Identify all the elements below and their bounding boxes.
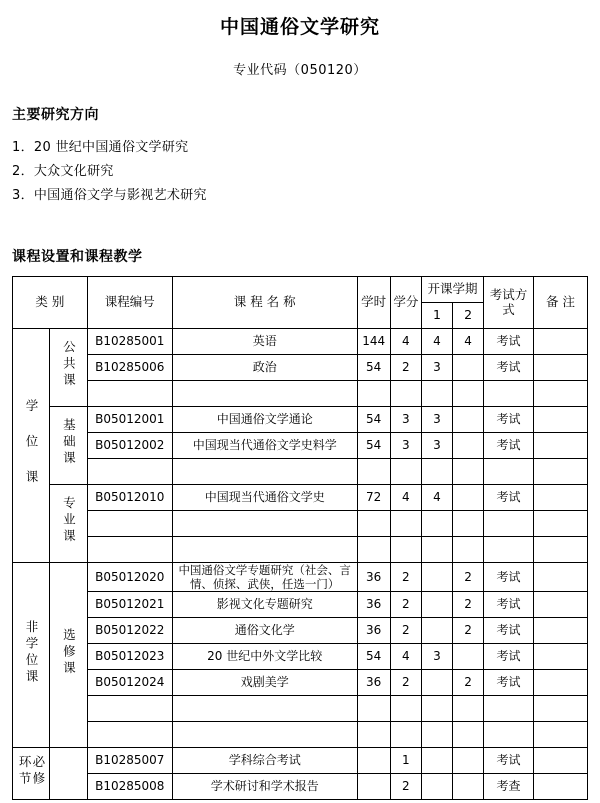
- cell-credits: 2: [390, 354, 421, 380]
- subgroup-label-text: 选修课: [61, 628, 77, 678]
- cell-term-1: [421, 458, 452, 484]
- cell-exam: [484, 536, 534, 562]
- cell-course-code: B05012024: [87, 670, 172, 696]
- cell-note: [533, 432, 587, 458]
- subgroup-label: [50, 328, 87, 406]
- cell-hours: [357, 774, 390, 800]
- cell-exam: 考试: [484, 328, 534, 354]
- cell-course-name: 学科综合考试: [172, 748, 357, 774]
- cell-term-2: [453, 432, 484, 458]
- cell-hours: 36: [357, 562, 390, 592]
- cell-course-name: [172, 536, 357, 562]
- cell-course-name: 英语: [172, 328, 357, 354]
- cell-course-code: B05012021: [87, 592, 172, 618]
- cell-term-1: 3: [421, 644, 452, 670]
- cell-credits: 2: [390, 562, 421, 592]
- cell-credits: [390, 458, 421, 484]
- cell-term-1: [421, 592, 452, 618]
- table-header-row: [13, 276, 588, 302]
- cell-exam: [484, 696, 534, 722]
- cell-hours: [357, 536, 390, 562]
- cell-exam: [484, 510, 534, 536]
- cell-term-2: [453, 774, 484, 800]
- table-row: [13, 328, 588, 354]
- cell-course-name: [172, 696, 357, 722]
- cell-hours: [357, 458, 390, 484]
- table-row: [13, 644, 588, 670]
- table-row: [13, 696, 588, 722]
- cell-hours: 72: [357, 484, 390, 510]
- cell-term-2: [453, 696, 484, 722]
- header-term-group: 开课学期: [421, 276, 483, 302]
- cell-hours: 36: [357, 618, 390, 644]
- subgroup-label: [50, 562, 87, 748]
- cell-exam: 考试: [484, 484, 534, 510]
- cell-exam: 考查: [484, 774, 534, 800]
- cell-course-name: 20 世纪中外文学比较: [172, 644, 357, 670]
- cell-note: [533, 696, 587, 722]
- list-item: 1．20 世纪中国通俗文学研究: [12, 139, 189, 155]
- cell-credits: 1: [390, 748, 421, 774]
- cell-note: [533, 748, 587, 774]
- cell-credits: 2: [390, 618, 421, 644]
- cell-exam: 考试: [484, 670, 534, 696]
- cell-credits: 4: [390, 484, 421, 510]
- cell-note: [533, 354, 587, 380]
- table-row: [13, 406, 588, 432]
- header-hours-text: 学时: [361, 294, 387, 310]
- cell-credits: [390, 510, 421, 536]
- group-label-text: 学 位 课: [24, 399, 40, 487]
- cell-course-name: [172, 510, 357, 536]
- cell-term-1: [421, 510, 452, 536]
- table-row: [13, 354, 588, 380]
- cell-course-code: B05012001: [87, 406, 172, 432]
- cell-note: [533, 644, 587, 670]
- research-directions-list: [12, 136, 588, 208]
- cell-course-name: 中国通俗文学专题研究（社会、言情、侦探、武侠，任选一门）: [172, 562, 357, 592]
- major-code: 专业代码（050120）: [233, 62, 367, 78]
- cell-course-name: [172, 722, 357, 748]
- cell-exam: 考试: [484, 562, 534, 592]
- group-label-text: 非学位课: [24, 620, 40, 687]
- table-row: [13, 670, 588, 696]
- subgroup-label-text: 公共课: [61, 340, 77, 390]
- cell-term-1: 3: [421, 406, 452, 432]
- cell-term-2: [453, 484, 484, 510]
- group-label: [13, 328, 50, 562]
- cell-term-2: [453, 644, 484, 670]
- cell-credits: 2: [390, 592, 421, 618]
- cell-course-code: B10285008: [87, 774, 172, 800]
- subgroup-label-text: 基础课: [61, 418, 77, 468]
- cell-course-code: B05012023: [87, 644, 172, 670]
- header-code: 课程编号: [87, 276, 172, 328]
- cell-course-name: [172, 458, 357, 484]
- cell-hours: [357, 722, 390, 748]
- cell-credits: 2: [390, 774, 421, 800]
- table-row: [13, 510, 588, 536]
- cell-term-2: 2: [453, 670, 484, 696]
- cell-credits: [390, 380, 421, 406]
- cell-term-2: [453, 458, 484, 484]
- list-item: 3．中国通俗文学与影视艺术研究: [12, 187, 207, 203]
- group-label: [13, 748, 50, 800]
- cell-credits: 2: [390, 670, 421, 696]
- cell-hours: 54: [357, 406, 390, 432]
- cell-exam: 考试: [484, 592, 534, 618]
- cell-term-2: 2: [453, 562, 484, 592]
- cell-term-1: [421, 380, 452, 406]
- cell-course-code: [87, 510, 172, 536]
- page-title: 中国通俗文学研究: [219, 16, 380, 38]
- cell-exam: [484, 458, 534, 484]
- cell-course-code: B05012020: [87, 562, 172, 592]
- table-row: [13, 380, 588, 406]
- table-row: [13, 432, 588, 458]
- cell-note: [533, 536, 587, 562]
- cell-course-code: B05012010: [87, 484, 172, 510]
- cell-term-2: [453, 722, 484, 748]
- cell-note: [533, 670, 587, 696]
- cell-term-2: [453, 354, 484, 380]
- cell-exam: [484, 380, 534, 406]
- cell-note: [533, 618, 587, 644]
- header-note: 备 注: [533, 276, 587, 328]
- header-name: 课 程 名 称: [172, 276, 357, 328]
- cell-hours: 54: [357, 354, 390, 380]
- cell-exam: 考试: [484, 644, 534, 670]
- cell-course-name: 影视文化专题研究: [172, 592, 357, 618]
- table-row: [13, 458, 588, 484]
- list-item: 2．大众文化研究: [12, 163, 114, 179]
- cell-hours: [357, 696, 390, 722]
- cell-note: [533, 592, 587, 618]
- header-term-1: 1: [421, 302, 452, 328]
- cell-hours: [357, 380, 390, 406]
- header-exam-text: 考试方式: [489, 286, 528, 318]
- cell-note: [533, 774, 587, 800]
- cell-note: [533, 380, 587, 406]
- cell-course-code: [87, 380, 172, 406]
- subgroup-label: [50, 484, 87, 562]
- subgroup-label: [50, 748, 87, 800]
- cell-term-1: 4: [421, 328, 452, 354]
- cell-exam: 考试: [484, 354, 534, 380]
- cell-course-code: B10285007: [87, 748, 172, 774]
- cell-credits: 3: [390, 406, 421, 432]
- cell-course-code: B05012002: [87, 432, 172, 458]
- research-directions-heading: 主要研究方向: [12, 106, 99, 123]
- cell-course-name: 通俗文化学: [172, 618, 357, 644]
- cell-course-name: 中国现当代通俗文学史料学: [172, 432, 357, 458]
- header-category: 类 别: [13, 276, 88, 328]
- cell-course-code: [87, 458, 172, 484]
- table-body: [13, 328, 588, 800]
- cell-credits: [390, 722, 421, 748]
- cell-course-name: 戏剧美学: [172, 670, 357, 696]
- cell-exam: [484, 722, 534, 748]
- header-hours: [357, 276, 390, 328]
- cell-course-name: 中国通俗文学通论: [172, 406, 357, 432]
- cell-term-2: [453, 406, 484, 432]
- cell-hours: 144: [357, 328, 390, 354]
- header-exam: [484, 276, 534, 328]
- cell-term-2: [453, 380, 484, 406]
- curriculum-table: [12, 276, 588, 801]
- cell-hours: 54: [357, 644, 390, 670]
- table-row: [13, 536, 588, 562]
- table-row: [13, 484, 588, 510]
- cell-course-code: B05012022: [87, 618, 172, 644]
- header-term-2: 2: [453, 302, 484, 328]
- cell-term-2: [453, 748, 484, 774]
- cell-term-1: [421, 618, 452, 644]
- cell-hours: [357, 748, 390, 774]
- cell-course-name: 中国现当代通俗文学史: [172, 484, 357, 510]
- cell-note: [533, 458, 587, 484]
- cell-term-1: [421, 774, 452, 800]
- cell-course-code: B10285001: [87, 328, 172, 354]
- cell-note: [533, 510, 587, 536]
- cell-term-1: 3: [421, 354, 452, 380]
- cell-course-code: [87, 722, 172, 748]
- table-row: [13, 774, 588, 800]
- cell-hours: 54: [357, 432, 390, 458]
- cell-credits: 4: [390, 328, 421, 354]
- cell-note: [533, 722, 587, 748]
- cell-term-1: [421, 722, 452, 748]
- cell-note: [533, 484, 587, 510]
- cell-term-2: 2: [453, 618, 484, 644]
- cell-note: [533, 406, 587, 432]
- table-row: [13, 722, 588, 748]
- group-label: [13, 562, 50, 748]
- cell-credits: 4: [390, 644, 421, 670]
- cell-exam: 考试: [484, 618, 534, 644]
- cell-term-1: [421, 748, 452, 774]
- cell-term-1: 3: [421, 432, 452, 458]
- cell-hours: 36: [357, 670, 390, 696]
- cell-exam: 考试: [484, 406, 534, 432]
- cell-course-code: [87, 536, 172, 562]
- cell-course-name: 学术研讨和学术报告: [172, 774, 357, 800]
- cell-term-2: 2: [453, 592, 484, 618]
- cell-exam: 考试: [484, 748, 534, 774]
- table-row: [13, 748, 588, 774]
- table-row: [13, 592, 588, 618]
- cell-term-2: [453, 510, 484, 536]
- cell-hours: [357, 510, 390, 536]
- cell-course-code: B10285006: [87, 354, 172, 380]
- curriculum-heading: 课程设置和课程教学: [12, 248, 143, 265]
- cell-credits: [390, 696, 421, 722]
- cell-course-code: [87, 696, 172, 722]
- cell-note: [533, 328, 587, 354]
- table-row: [13, 618, 588, 644]
- cell-term-1: [421, 670, 452, 696]
- group-label-text: 必修环节: [17, 755, 46, 789]
- cell-term-1: [421, 536, 452, 562]
- cell-term-1: [421, 696, 452, 722]
- cell-note: [533, 562, 587, 592]
- subgroup-label: [50, 406, 87, 484]
- cell-term-2: 4: [453, 328, 484, 354]
- table-row: [13, 562, 588, 592]
- cell-term-1: [421, 562, 452, 592]
- header-credits: [390, 276, 421, 328]
- cell-course-name: 政治: [172, 354, 357, 380]
- cell-term-1: 4: [421, 484, 452, 510]
- cell-credits: 3: [390, 432, 421, 458]
- cell-course-name: [172, 380, 357, 406]
- subgroup-label-text: 专业课: [61, 496, 77, 546]
- cell-exam: 考试: [484, 432, 534, 458]
- cell-hours: 36: [357, 592, 390, 618]
- cell-credits: [390, 536, 421, 562]
- header-credits-text: 学分: [393, 294, 419, 310]
- cell-term-2: [453, 536, 484, 562]
